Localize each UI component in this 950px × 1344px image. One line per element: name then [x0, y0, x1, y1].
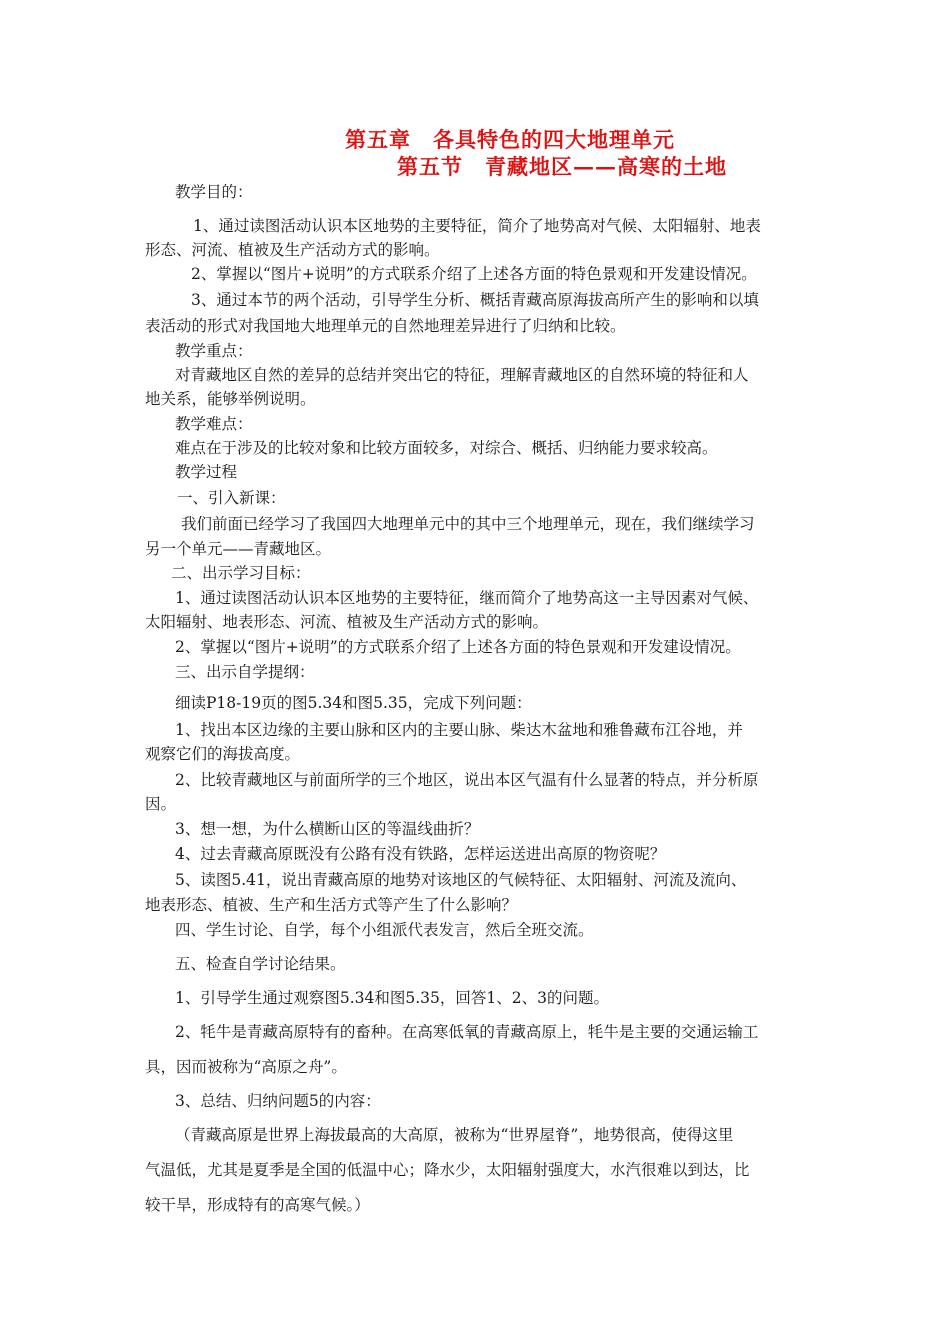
- paragraph-line: 地关系，能够举例说明。: [145, 390, 316, 408]
- paragraph-line: 4、过去青藏高原既没有公路有没有铁路，怎样运送进出高原的物资呢？: [175, 845, 666, 863]
- paragraph-line: 四、学生讨论、自学，每个小组派代表发言，然后全班交流。: [175, 921, 594, 939]
- paragraph-line: 对青藏地区自然的差异的总结并突出它的特征，理解青藏地区的自然环境的特征和人: [175, 366, 749, 384]
- paragraph-line: 5、读图5.41，说出青藏高原的地势对该地区的气候特征、太阳辐射、河流及流向、: [175, 871, 747, 889]
- paragraph-line: 五、检查自学讨论结果。: [175, 955, 346, 973]
- paragraph-line: 我们前面已经学习了我国四大地理单元中的其中三个地理单元，现在，我们继续学习: [181, 515, 755, 533]
- paragraph-line: 观察它们的海拔高度。: [145, 745, 301, 763]
- paragraph-line: 较干旱，形成特有的高寒气候。）: [145, 1196, 370, 1214]
- paragraph-line: 表活动的形式对我国地大地理单元的自然地理差异进行了归纳和比较。: [145, 317, 626, 335]
- paragraph-line: 难点在于涉及的比较对象和比较方面较多，对综合、概括、归纳能力要求较高。: [175, 439, 718, 457]
- section-title: 第五节 青藏地区——高寒的土地: [397, 154, 727, 179]
- paragraph-line: 1、引导学生通过观察图5.34和图5.35，回答1、2、3的问题。: [175, 989, 609, 1007]
- paragraph-line: 气温低，尤其是夏季是全国的低温中心；降水少，太阳辐射强度大，水汽很难以到达，比: [145, 1161, 750, 1179]
- paragraph-line: 2、牦牛是青藏高原特有的畜种。在高寒低氧的青藏高原上，牦牛是主要的交通运输工: [175, 1023, 759, 1041]
- paragraph-line: 形态、河流、植被及生产活动方式的影响。: [145, 241, 440, 259]
- paragraph-line: 3、想一想，为什么横断山区的等温线曲折？: [175, 820, 480, 838]
- paragraph-line: 2、掌握以“图片+说明”的方式联系介绍了上述各方面的特色景观和开发建设情况。: [191, 265, 757, 283]
- paragraph-line: 具，因而被称为“高原之舟”。: [145, 1058, 347, 1076]
- section-heading: 教学目的：: [175, 183, 253, 201]
- paragraph-line: 3、总结、归纳问题5的内容：: [175, 1092, 381, 1110]
- paragraph-line: 2、比较青藏地区与前面所学的三个地区，说出本区气温有什么显著的特点，并分析原: [175, 771, 759, 789]
- paragraph-line: 细读P18-19页的图5.34和图5.35，完成下列问题：: [175, 694, 532, 712]
- paragraph-line: 3、通过本节的两个活动，引导学生分析、概括青藏高原海拔高所产生的影响和以填: [191, 291, 759, 309]
- section-heading: 一、引入新课：: [177, 489, 286, 507]
- paragraph-line: 地表形态、植被、生产和生活方式等产生了什么影响？: [145, 896, 518, 914]
- section-heading: 教学过程: [175, 463, 238, 481]
- paragraph-line: 另一个单元——青藏地区。: [145, 540, 332, 558]
- paragraph-line: 1、找出本区边缘的主要山脉和区内的主要山脉、柴达木盆地和雅鲁藏布江谷地，并: [175, 721, 743, 739]
- paragraph-line: 2、掌握以“图片+说明”的方式联系介绍了上述各方面的特色景观和开发建设情况。: [175, 638, 741, 656]
- paragraph-line: （青藏高原是世界上海拔最高的大高原，被称为“世界屋脊”，地势很高，使得这里: [175, 1126, 734, 1144]
- chapter-title: 第五章 各具特色的四大地理单元: [345, 127, 675, 152]
- paragraph-line: 1、通过读图活动认识本区地势的主要特征，继而简介了地势高这一主导因素对气候、: [175, 589, 759, 607]
- paragraph-line: 太阳辐射、地表形态、河流、植被及生产活动方式的影响。: [145, 613, 549, 631]
- section-heading: 二、出示学习目标：: [171, 564, 311, 582]
- section-heading: 教学重点：: [175, 342, 253, 360]
- paragraph-line: 因。: [145, 795, 177, 813]
- paragraph-line: 1、通过读图活动认识本区地势的主要特征，简介了地势高对气候、太阳辐射、地表: [193, 217, 761, 235]
- section-heading: 教学难点：: [175, 415, 253, 433]
- section-heading: 三、出示自学提纲：: [175, 663, 315, 681]
